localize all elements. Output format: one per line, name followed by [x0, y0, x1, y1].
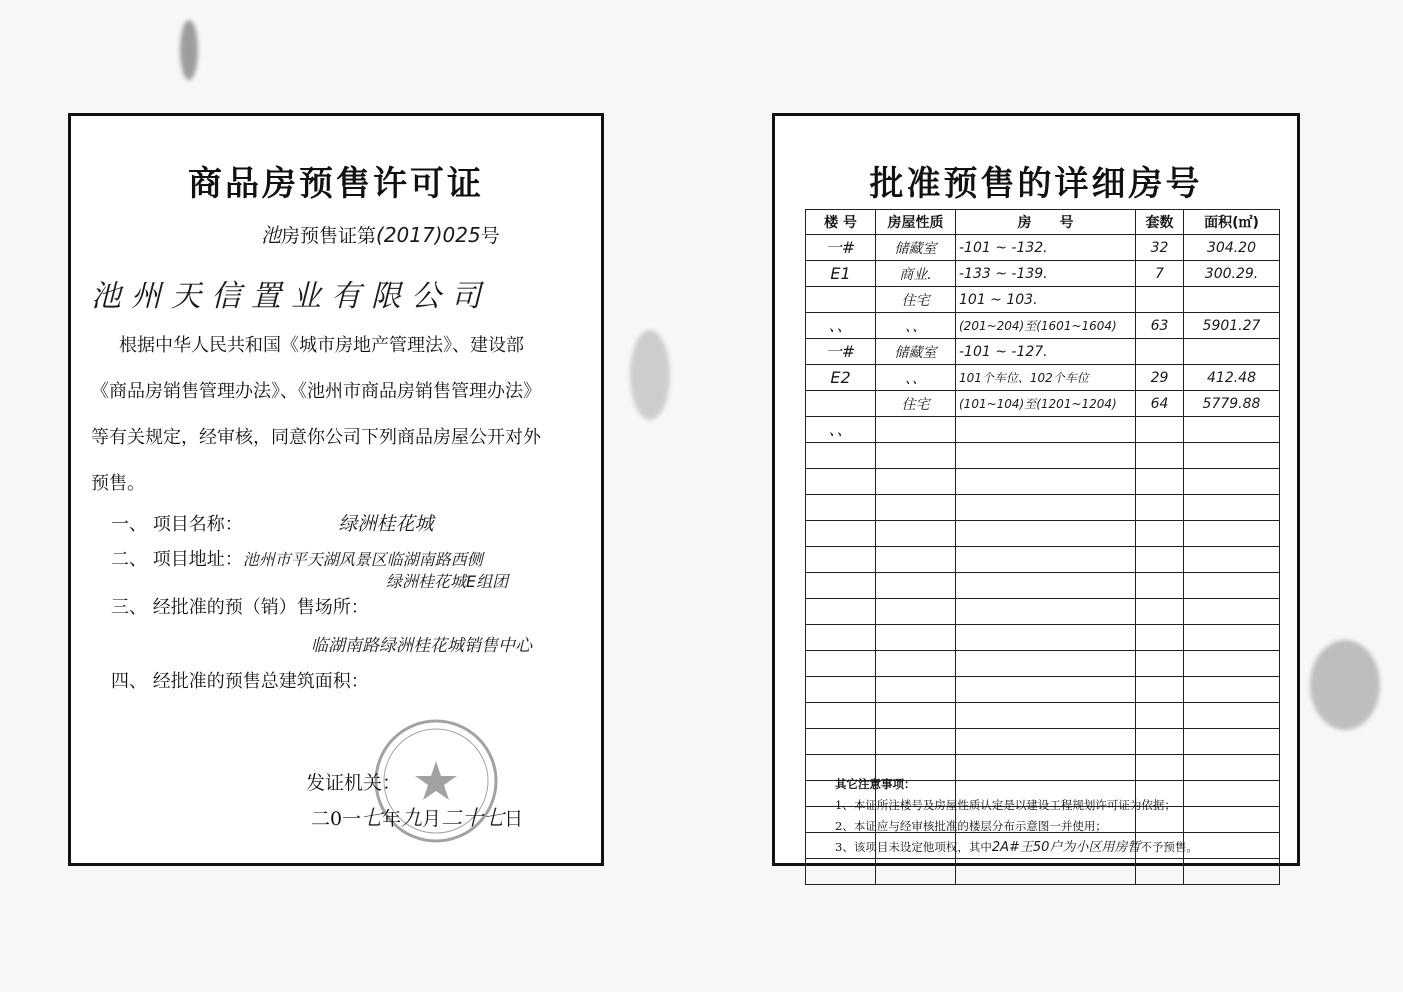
cell-room-no: -133 ~ -139. — [956, 261, 1136, 287]
header-building: 楼 号 — [806, 210, 876, 235]
sales-site-value — [311, 631, 532, 656]
cell-room-no: -101 ~ -127. — [956, 339, 1136, 365]
project-address-value-2 — [386, 569, 508, 592]
certificate-number-line — [261, 219, 500, 248]
cell-units: 7 — [1136, 261, 1184, 287]
scan-noise — [180, 20, 198, 80]
project-address-item — [111, 545, 483, 571]
cell-area: 412.48 — [1184, 365, 1280, 391]
presale-permit-panel — [68, 113, 604, 866]
notes-title: 其它注意事项： — [835, 777, 916, 791]
date-prefix: 二0一 — [311, 808, 362, 830]
project-name-item — [111, 509, 433, 536]
date-year-unit: 年 — [382, 808, 402, 830]
cell-building: E1 — [806, 261, 876, 287]
table-row — [806, 261, 1280, 287]
note-3-text: 3、该项目未设定他项权，其中 — [835, 840, 992, 854]
note-item: 1、本证所注楼号及房屋性质认定是以建设工程规划许可证为依据； — [835, 798, 1176, 812]
company-name: 池州天信置业有限公司 — [91, 279, 491, 314]
header-area: 面积(㎡) — [1184, 210, 1280, 235]
table-row-empty — [806, 859, 1280, 885]
table-row — [806, 235, 1280, 261]
cell-units — [1136, 417, 1184, 443]
cell-room-no: (101~104)至(1201~1204) — [956, 391, 1136, 417]
note-3-handwritten: 2A#王50户为小区用房暂 — [991, 840, 1141, 855]
paragraph-line: 《商品房销售管理办法》、《池州市商品房销售管理办法》 — [91, 381, 541, 402]
project-name-label: 一、 项目名称： — [111, 514, 243, 535]
sales-site-item — [111, 593, 369, 619]
table-row — [806, 417, 1280, 443]
note-item-3 — [835, 837, 1198, 858]
scan-noise — [1310, 640, 1380, 730]
date-month-unit: 月 — [422, 808, 442, 830]
table-row-empty — [806, 547, 1280, 573]
cell-building: 、、 — [806, 313, 876, 339]
cell-property-type: 、、 — [876, 313, 956, 339]
cell-room-no: 101 ~ 103. — [956, 287, 1136, 313]
issue-date — [311, 802, 523, 832]
date-month: 九 — [401, 806, 423, 830]
cell-units: 29 — [1136, 365, 1184, 391]
cell-room-no: 101个车位、102个车位 — [956, 365, 1136, 391]
cell-area: 5779.88 — [1184, 391, 1280, 417]
table-row-empty — [806, 651, 1280, 677]
cell-building: 一# — [806, 235, 876, 261]
date-day: 二十七 — [441, 806, 505, 830]
cell-room-no: -101 ~ -132. — [956, 235, 1136, 261]
project-address-line-2: 绿洲桂花城E组团 — [386, 572, 509, 591]
cell-building — [806, 287, 876, 313]
cell-building: 一# — [806, 339, 876, 365]
note-item: 2、本证应与经审核批准的楼层分布示意图一并使用； — [835, 819, 1107, 833]
cert-text: 房预售证第 — [281, 225, 377, 247]
cell-room-no: (201~204)至(1601~1604) — [956, 313, 1136, 339]
cell-area — [1184, 339, 1280, 365]
cert-suffix: 号 — [480, 225, 500, 247]
paragraph-line: 预售。 — [91, 473, 145, 494]
table-row-empty — [806, 625, 1280, 651]
cell-building: 、、 — [806, 417, 876, 443]
date-day-unit: 日 — [504, 808, 524, 830]
table-row-empty — [806, 677, 1280, 703]
cell-property-type — [876, 417, 956, 443]
issuer-label: 发证机关： — [306, 772, 402, 794]
cell-area — [1184, 287, 1280, 313]
table-row — [806, 365, 1280, 391]
paragraph-line: 等有关规定，经审核，同意你公司下列商品房屋公开对外 — [91, 427, 541, 448]
total-area-label: 四、 经批准的预售总建筑面积： — [111, 671, 369, 692]
room-detail-title: 批准预售的详细房号 — [869, 164, 1203, 204]
header-units: 套数 — [1136, 210, 1184, 235]
cert-number: (2017)025 — [376, 223, 481, 247]
cell-area: 300.29. — [1184, 261, 1280, 287]
sales-site-text: 临湖南路绿洲桂花城销售中心 — [311, 636, 532, 656]
cell-area — [1184, 417, 1280, 443]
cell-property-type: 储藏室 — [876, 339, 956, 365]
cell-property-type: 商业. — [876, 261, 956, 287]
cell-units — [1136, 287, 1184, 313]
header-property-type: 房屋性质 — [876, 210, 956, 235]
cell-property-type: 住宅 — [876, 391, 956, 417]
date-year: 七 — [361, 806, 383, 830]
cell-units — [1136, 339, 1184, 365]
table-row — [806, 339, 1280, 365]
project-address-label: 二、 项目地址： — [111, 549, 243, 570]
table-row-empty — [806, 521, 1280, 547]
cell-units: 32 — [1136, 235, 1184, 261]
project-address-value: 池州市平天湖风景区临湖南路西侧 — [242, 550, 483, 569]
table-row — [806, 391, 1280, 417]
table-row-empty — [806, 469, 1280, 495]
paragraph-line: 根据中华人民共和国《城市房地产管理法》、建设部 — [119, 335, 524, 356]
cell-building — [806, 391, 876, 417]
table-row-empty — [806, 443, 1280, 469]
table-row-empty — [806, 573, 1280, 599]
cell-units: 63 — [1136, 313, 1184, 339]
table-row-empty — [806, 599, 1280, 625]
scan-noise — [630, 330, 670, 420]
note-3-suffix: 不予预售。 — [1140, 840, 1198, 854]
project-name-value: 绿洲桂花城 — [338, 513, 434, 535]
cell-property-type: 、、 — [876, 365, 956, 391]
total-area-item — [111, 667, 369, 693]
cert-prefix: 池 — [261, 223, 281, 247]
table-row-empty — [806, 729, 1280, 755]
permit-title: 商品房预售许可证 — [188, 164, 484, 204]
cell-building: E2 — [806, 365, 876, 391]
cell-property-type: 住宅 — [876, 287, 956, 313]
cell-property-type: 储藏室 — [876, 235, 956, 261]
legal-basis-paragraph — [91, 323, 586, 507]
table-row — [806, 313, 1280, 339]
sales-site-label: 三、 经批准的预（销）售场所： — [111, 597, 369, 618]
room-detail-panel — [772, 113, 1300, 866]
table-row-empty — [806, 495, 1280, 521]
table-row — [806, 287, 1280, 313]
table-header-row — [806, 210, 1280, 235]
table-row-empty — [806, 703, 1280, 729]
cell-area: 304.20 — [1184, 235, 1280, 261]
notes-section — [835, 774, 1198, 858]
cell-room-no — [956, 417, 1136, 443]
header-room-no: 房 号 — [956, 210, 1136, 235]
cell-units: 64 — [1136, 391, 1184, 417]
cell-area: 5901.27 — [1184, 313, 1280, 339]
